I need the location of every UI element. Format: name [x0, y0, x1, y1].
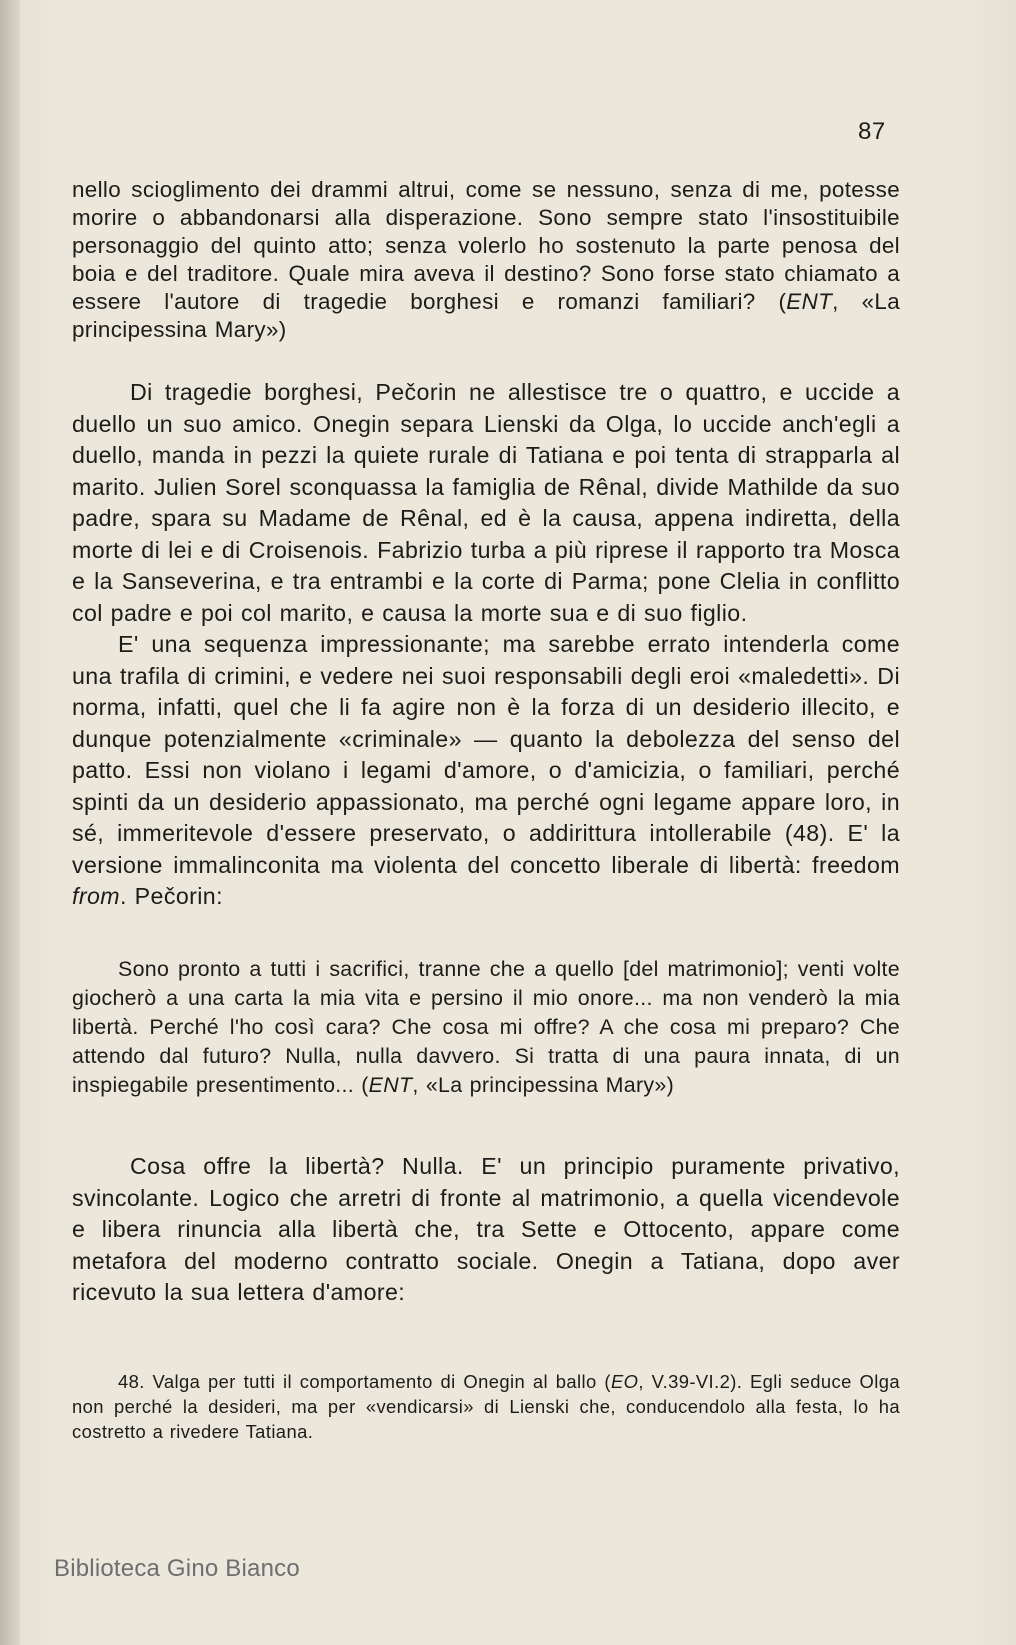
footnote-48 [72, 1369, 900, 1444]
footnote-citation-abbreviation: EO [610, 1371, 639, 1392]
paragraph-sequence-end: . Pečorin: [119, 883, 223, 909]
block-quote-continuation [72, 176, 900, 344]
citation-abbreviation: ENT [786, 289, 833, 314]
main-text [72, 377, 900, 913]
block-quote-pecorin [72, 955, 900, 1100]
paragraph-sequence-text: E' una sequenza impressionante; ma sarebbe errato intenderla come una trafila di crimini, e vedere nei suoi responsabili degli eroi «maledetti». Di norma, infatti, quel che li fa agire non è la forza di un desiderio illecito, e dunque potenzialmente «criminale» — quanto la debolezza del senso del patto. Essi non violano i legami d'amore, o d'amicizia, o familiari, perché spinti da un desiderio appassionato, ma perché ogni legame appare loro, in sé, immeritevole d'essere preservato, o addirittura intollerabile (48). E' la versione immalinconita ma violenta del concetto liberale di libertà: freedom [72, 631, 900, 878]
quote-paragraph [72, 955, 900, 1100]
book-spine-shadow [0, 0, 20, 1645]
page-number: 87 [858, 118, 886, 145]
italic-term: from [72, 883, 120, 909]
paragraph-tragedies: Di tragedie borghesi, Pečorin ne allestisce tre o quattro, e uccide a duello un suo amico. Onegin separa Lienski da Olga, lo uccide anch'egli a duello, manda in pezzi la quiete rurale di Tatiana e poi tenta di strapparla al marito. Julien Sorel sconquassa la famiglia de Rênal, divide Mathilde da suo padre, spara su Madame de Rênal, ed è la causa, appena indiretta, della morte di lei e di Croisenois. Fabrizio turba a più riprese il rapporto tra Mosca e la Sanseverina, e tra entrambi e la corte di Parma; pone Clelia in conflitto col padre e poi col marito, e causa la morte sua e di suo figlio. [72, 379, 900, 626]
footnote-text: 48. Valga per tutti il comportamento di Onegin al ballo ( [118, 1371, 611, 1392]
quote-citation-source: , «La principessina Mary») [412, 1073, 675, 1097]
footnote-text-end: , V.39-VI.2). Egli seduce Olga non perché la desideri, ma per «vendicarsi» di Lienski che, conducendolo alla festa, lo ha costretto a rivedere Tatiana. [72, 1371, 900, 1442]
main-text-continued [72, 1151, 900, 1309]
quote-continuation-paragraph [72, 176, 900, 344]
citation-source: , «La principessina Mary») [72, 289, 900, 342]
paragraph-freedom: Cosa offre la libertà? Nulla. E' un principio puramente privativo, svincolante. Logico che arretri di fronte al matrimonio, a quella vicendevole e libera rinuncia alla libertà che, tra Sette e Ottocento, appare come metafora del moderno contratto sociale. Onegin a Tatiana, dopo aver ricevuto la sua lettera d'amore: [72, 1153, 900, 1305]
quote-continuation-text: nello scioglimento dei drammi altrui, come se nessuno, senza di me, potesse morire o abbandonarsi alla disperazione. Sono sempre stato l'insostituibile personaggio del quinto atto; senza volerlo ho sostenuto la parte penosa del boia e del traditore. Quale mira aveva il destino? Sono forse stato chiamato a essere l'autore di tragedie borghesi e romanzi familiari? ( [72, 177, 900, 314]
quote-text: Sono pronto a tutti i sacrifici, tranne che a quello [del matrimonio]; venti volte giocherò a una carta la mia vita e persino il mio onore... ma non venderò la mia libertà. Perché l'ho così cara? Che cosa mi offre? A che cosa mi preparo? Che attendo dal futuro? Nulla, nulla davvero. Si tratta di una paura innata, di un inspiegabile presentimento... ( [72, 957, 900, 1097]
paragraph-sequence [72, 629, 900, 913]
quote-citation-abbreviation: ENT [368, 1073, 413, 1097]
footnote [72, 1369, 900, 1444]
library-stamp: Biblioteca Gino Bianco [54, 1555, 300, 1582]
